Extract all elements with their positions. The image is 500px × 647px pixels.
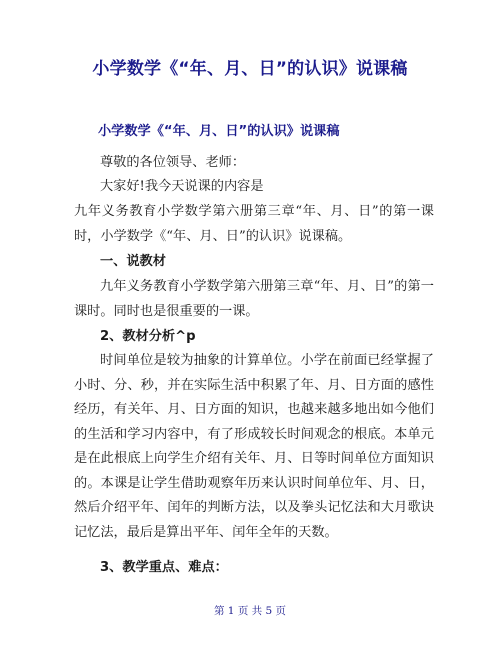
page-footer: 第 1 页 共 5 页: [213, 605, 287, 617]
section1-heading: 一、说教材: [100, 254, 166, 269]
document-subtitle: 小学数学《“年、月、日”的认识》说课稿: [98, 124, 340, 139]
intro-detail: 九年义务教育小学数学第六册第三章“年、月、日”的第一课时，小学数学《“年、月、日”的认识》说课稿。: [74, 204, 434, 244]
greeting: 尊敬的各位领导、老师：: [100, 155, 246, 170]
page-title: 小学数学《“年、月、日”的认识》说课稿: [92, 59, 408, 79]
intro-line: 大家好!我今天说课的内容是: [100, 179, 264, 194]
section2-heading: 2、教材分析^p: [100, 329, 196, 344]
section1-text: 九年义务教育小学数学第六册第三章“年、月、日”的第一课时。同时也是很重要的一课。: [74, 279, 434, 319]
section2-text: 时间单位是较为抽象的计算单位。小学在前面已经掌握了小时、分、秒，并在实际生活中积累了年、月、日方面的感性经历，有关年、月、日方面的知识，也越来越多地出如今他们的生活和学习内容中，有了形成较长时间观念的根底。本单元是在此根底上向学生介绍有关年、月、日等时间单位方面知识的。本课是让学生借助观察年历来认识时间单位年、月、日，然后介绍平年、闰年的判断方法，以及拳头记忆法和大月歌诀记忆法，最后是算出平年、闰年全年的天数。: [74, 353, 434, 540]
section3-heading: 3、教学重点、难点：: [100, 560, 228, 575]
